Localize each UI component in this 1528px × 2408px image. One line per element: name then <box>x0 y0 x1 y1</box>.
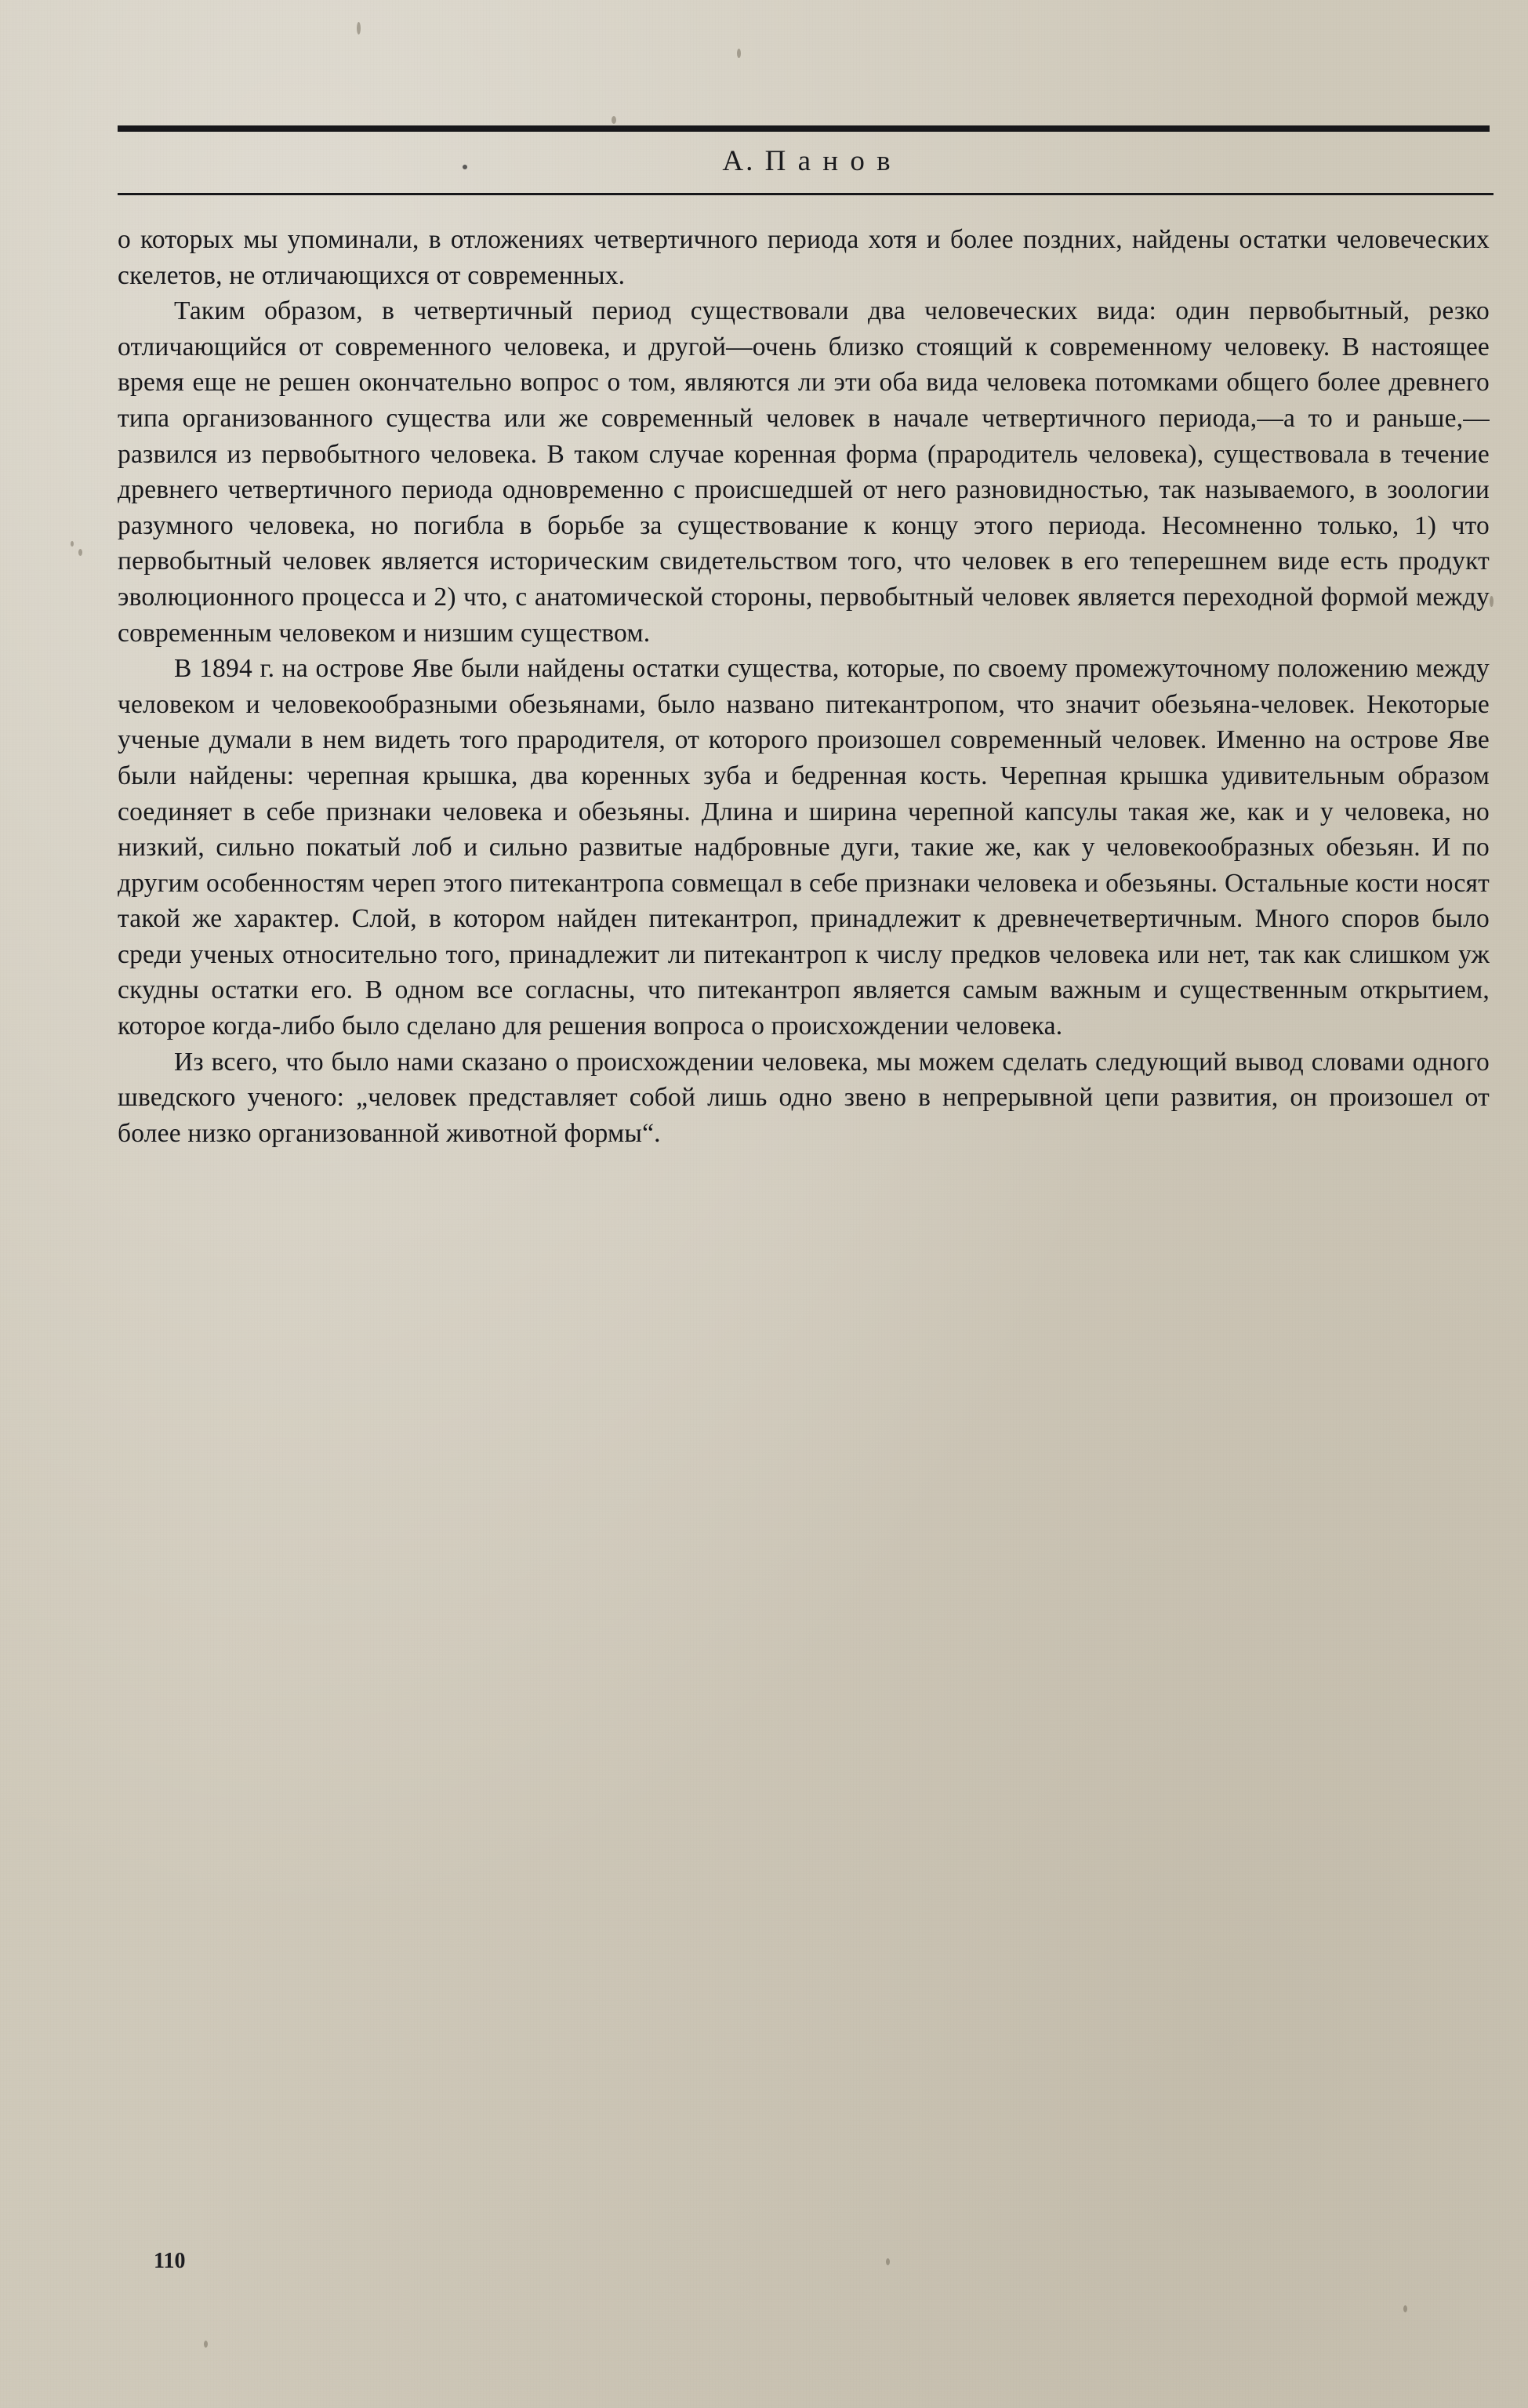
paragraph: В 1894 г. на острове Яве были найдены остатки существа, которые, по своему промежуточному положению между человеком и человекообразными обезьянами, было названо питекантропом, что значит обезьяна-человек. Некоторые ученые думали в нем видеть того прародителя, от которого произошел современный человек. Именно на острове Яве были найдены: черепная крышка, два коренных зуба и бедренная кость. Черепная крышка удивительным образом соединяет в себе признаки человека и обезьяны. Длина и ширина черепной капсулы такая же, как и у человека, но низкий, сильно покатый лоб и сильно развитые надбровные дуги, такие же, как у человекообразных обезьян. И по другим особенностям череп этого питекантропа совмещал в себе признаки человека и обезьяны. Остальные кости носят такой же характер. Слой, в котором найден питекантроп, принадлежит к древнечетвертичным. Много споров было среди ученых относительно того, принадлежит ли питекантроп к числу предков человека или нет, так как слишком уж скудны остатки его. В одном все согласны, что питекантроп является самым важным и существенным открытием, которое когда-либо было сделано для решения вопроса о происхождении человека. <box>118 654 1490 1041</box>
paper-speck <box>1403 2305 1407 2312</box>
page-content <box>118 125 1497 1151</box>
header-rule-bottom <box>118 193 1494 195</box>
page-number: 110 <box>154 2249 186 2273</box>
body-text <box>118 222 1490 1151</box>
paper-speck <box>78 549 82 556</box>
running-head-row <box>118 132 1497 193</box>
running-head: А. П а н о в <box>722 145 893 177</box>
rule-gap <box>1082 125 1102 132</box>
paper-speck <box>204 2341 208 2348</box>
paper-speck <box>357 22 361 35</box>
paper-speck <box>886 2258 890 2265</box>
header-rule-top <box>118 125 1490 132</box>
paragraph: о которых мы упоминали, в отложениях четвертичного периода хотя и более поздних, найдены остатки человеческих скелетов, не отличающихся от современных. <box>118 225 1490 290</box>
paper-speck <box>612 116 616 124</box>
paragraph: Таким образом, в четвертичный период существовали два человеческих вида: один первобытный, резко отличающийся от современного человека, и другой—очень близко стоящий к современному человеку. В настоящее время еще не решен окончательно вопрос о том, являются ли эти оба вида человека потомками общего более древнего типа организованного существа или же современный человек в начале четвертичного периода,—а то и раньше,—развился из первобытного человека. В таком случае коренная форма (прародитель человека), существовала в течение древнего четвертичного периода одновременно с происшедшей от него разновидностью, так называемого, в зоологии разумного человека, но погибла в борьбе за существование к концу этого периода. Несомненно только, 1) что первобытный человек является историческим свидетельством того, что человек в его теперешнем виде есть продукт эволюционного процесса и 2) что, с анатомической стороны, первобытный человек является переходной формой между современным человеком и низшим существом. <box>118 296 1490 648</box>
paragraph: Из всего, что было нами сказано о происхождении человека, мы можем сделать следующий вывод словами одного шведского ученого: „человек представляет собой лишь одно звено в непрерывной цепи развития, он произошел от более низко организованной животной формы“. <box>118 1047 1490 1148</box>
paper-speck <box>71 541 74 547</box>
paper-speck <box>737 49 741 58</box>
